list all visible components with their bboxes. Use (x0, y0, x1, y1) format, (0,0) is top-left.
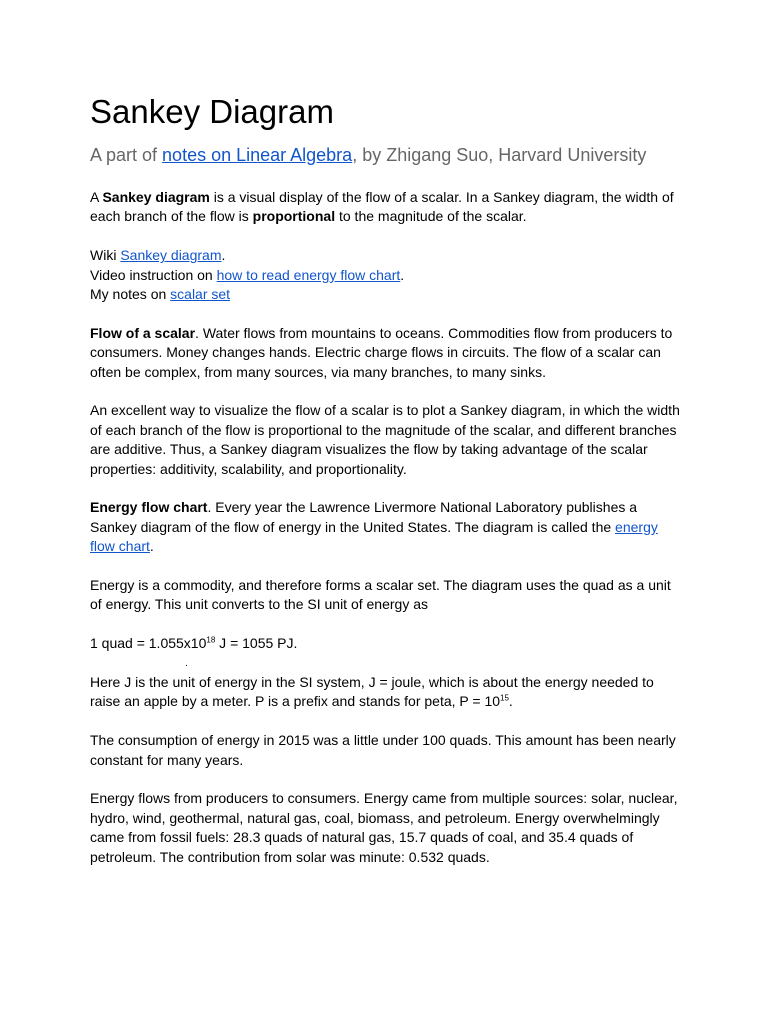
subtitle-prefix: A part of (90, 145, 163, 165)
notes-line (90, 285, 682, 304)
wiki-line (90, 246, 682, 265)
notes-prefix: My notes on (90, 286, 171, 303)
video-line (90, 266, 682, 285)
intro-text-3: to the magnitude of the scalar. (335, 208, 527, 225)
intro-bold-proportional: proportional (252, 208, 336, 225)
joule-paragraph (90, 673, 682, 712)
visualize-paragraph: An excellent way to visualize the flow of a scalar is to plot a Sankey diagram, in which the width of each branch of the flow is proportional to the magnitude of the scalar, and different branches are additive. Thus, a Sankey diagram visualizes the flow by taking advantage of the scalar properties: additivity, scalability, and proportionality. (90, 402, 680, 477)
flow-text: . Water flows from mountains to oceans. Commodities flow from producers to consumers. Money changes hands. Electric charge flows in circuits. The flow of a scalar can often be complex, from many sources, via many branches, to many sinks. (90, 324, 673, 380)
quad-equation (90, 634, 682, 653)
joule-suffix: . (508, 693, 513, 710)
wiki-suffix: . (221, 247, 226, 264)
energy-flow-chart-link[interactable]: energy flow chart (90, 518, 658, 555)
joule-text: Here J is the unit of energy in the SI system, J = joule, which is about the energy needed to raise an apple by a meter. P is a prefix and stands for peta, P = 10 (90, 674, 654, 710)
flow-paragraph (90, 324, 682, 382)
subtitle-suffix: , by Zhigang Suo, Harvard University (352, 145, 647, 165)
scalar-set-link[interactable]: scalar set (170, 286, 231, 303)
quad-prefix: 1 quad = 1.055x10 (90, 635, 207, 652)
energy-chart-heading: Energy flow chart (90, 499, 208, 516)
page-title: Sankey Diagram (90, 93, 334, 130)
video-instruction-link[interactable]: how to read energy flow chart (216, 266, 401, 283)
commodity-paragraph: Energy is a commodity, and therefore forms a scalar set. The diagram uses the quad as a unit of energy. This unit converts to the SI unit of energy as (90, 577, 671, 613)
wiki-sankey-link[interactable]: Sankey diagram (120, 247, 222, 264)
video-prefix: Video instruction on (90, 266, 217, 283)
peta-exponent: 15 (500, 693, 509, 703)
flow-heading: Flow of a scalar (90, 324, 196, 341)
document-page (90, 92, 682, 867)
intro-bold-sankey: Sankey diagram (102, 189, 210, 205)
sources-paragraph: Energy flows from producers to consumers. Energy came from multiple sources: solar, nuclear, hydro, wind, geothermal, natural gas, coal, biomass, and petroleum. Energy overwhelmingly came from fossil fuels: 28.3 quads of natural gas, 15.7 quads of coal, and 35.4 quads of petroleum. The contribution from solar was minute: 0.532 quads. (90, 790, 678, 865)
consumption-paragraph: The consumption of energy in 2015 was a little under 100 quads. This amount has been nearly constant for many years. (90, 732, 676, 768)
linear-algebra-notes-link[interactable]: notes on Linear Algebra (162, 145, 353, 165)
stray-dot: . (185, 657, 188, 669)
energy-chart-suffix: . (149, 538, 154, 555)
intro-text-1: A (90, 189, 103, 205)
wiki-prefix: Wiki (90, 247, 121, 264)
energy-chart-text: . Every year the Lawrence Livermore National Laboratory publishes a Sankey diagram of the flow of energy in the United States. The diagram is called the (90, 499, 638, 535)
video-suffix: . (400, 266, 405, 283)
intro-text-2: is a visual display of the flow of a scalar. In a Sankey diagram, the width of each branch of the flow is (90, 189, 674, 225)
quad-exponent: 18 (206, 635, 216, 645)
quad-suffix: J = 1055 PJ. (215, 635, 298, 652)
subtitle (90, 142, 682, 168)
energy-chart-paragraph (90, 498, 682, 556)
intro-paragraph (90, 188, 682, 227)
